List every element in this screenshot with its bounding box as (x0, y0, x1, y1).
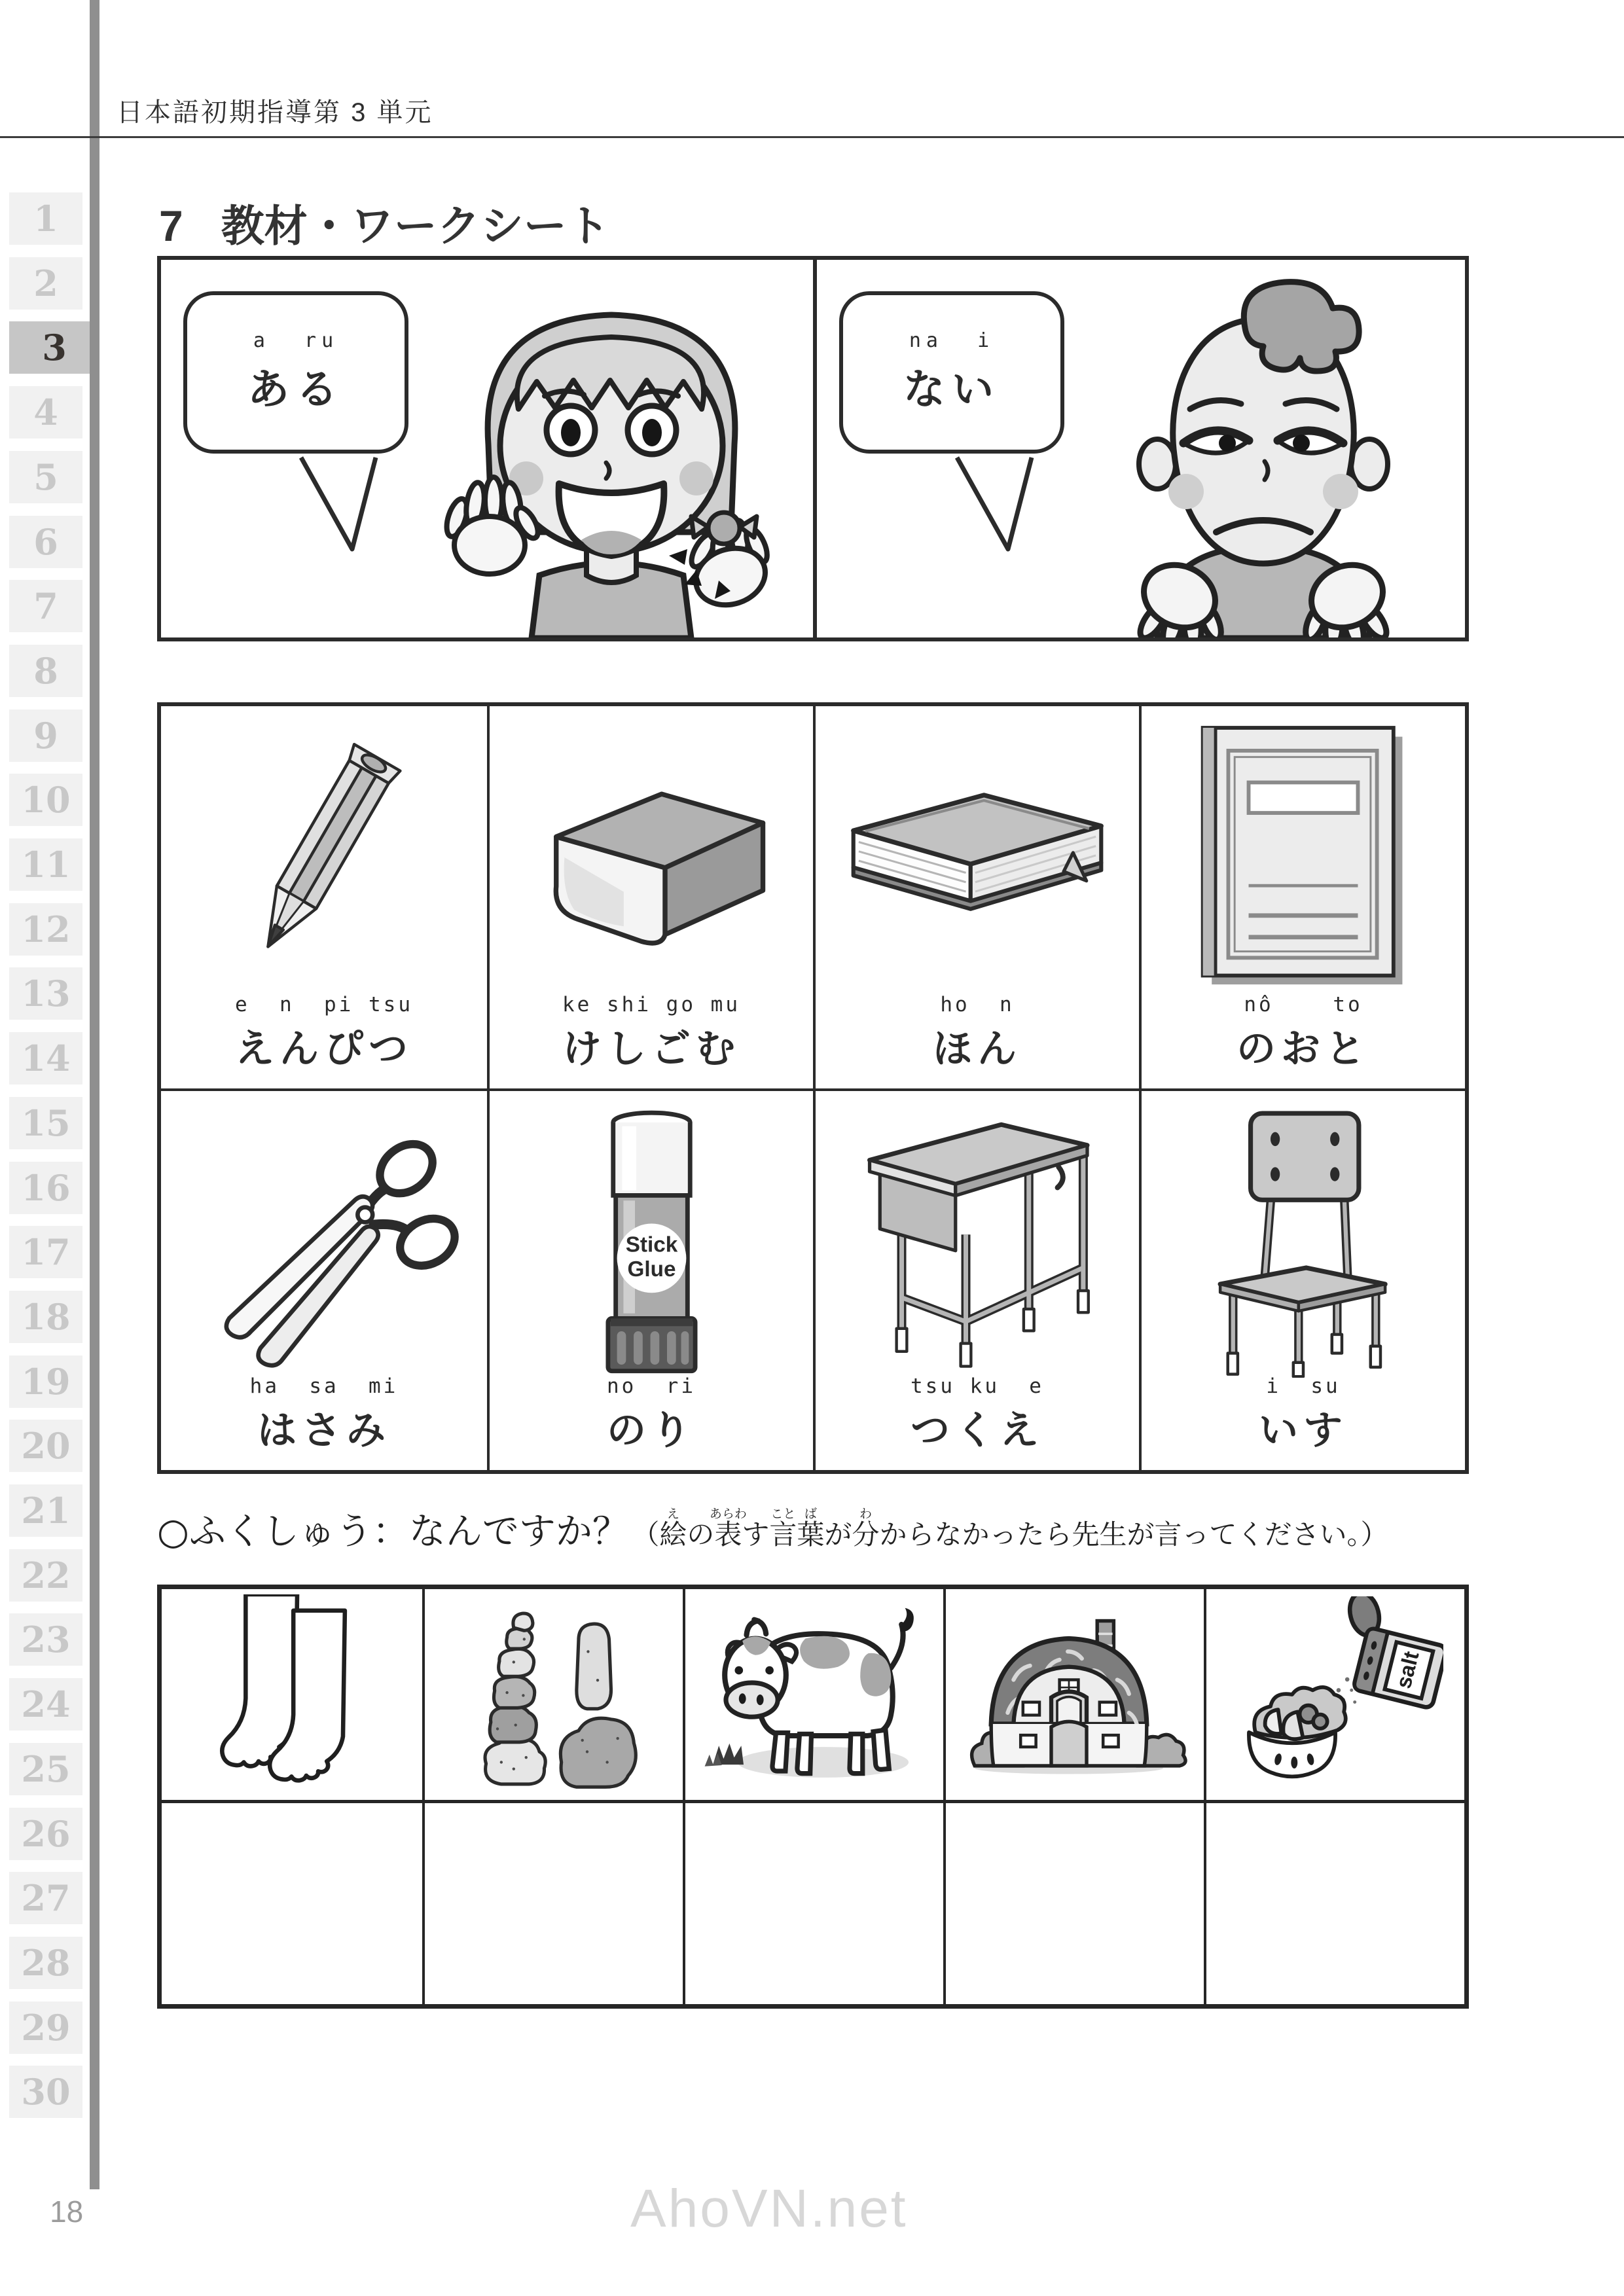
vocab-cell-glue-stick (487, 1088, 813, 1471)
bubble-kana: ない (903, 365, 1000, 414)
stones-illustration (452, 1594, 655, 1795)
salt-illustration (1227, 1596, 1443, 1793)
sidebar-tab-26: 26 (9, 1808, 82, 1860)
review-table (157, 1585, 1469, 2009)
review-note-text: （絵えの表あらわす言こと葉ばが分わからなかったら先生が言ってください。） (632, 1507, 1388, 1551)
vocab-romaji: ho n (940, 992, 1015, 1016)
speech-bubble-nai (839, 291, 1064, 454)
eraser-illustration (520, 753, 782, 962)
sidebar-rail (90, 0, 99, 2189)
section-title: 教材・ワークシート (221, 202, 610, 250)
speech-bubble-tail (952, 456, 1037, 554)
bubble-romaji: na i (909, 329, 995, 352)
vocab-romaji: no ri (607, 1374, 696, 1398)
dialogue-cell-nai (813, 260, 1465, 637)
review-item-cow (683, 1589, 943, 1800)
house-illustration (957, 1597, 1193, 1792)
pencil-illustration (223, 724, 425, 991)
vocab-grid (157, 702, 1469, 1474)
sidebar-tab-4: 4 (9, 386, 82, 439)
sidebar-tab-24: 24 (9, 1678, 82, 1731)
vocab-romaji: ke shi go mu (562, 992, 740, 1016)
vocab-cell-scissors (161, 1088, 487, 1471)
review-item-salt (1204, 1589, 1464, 1800)
watermark: AhoVN.net (630, 2179, 908, 2238)
sidebar-tab-30: 30 (9, 2066, 82, 2118)
answer-cell-3 (683, 1800, 943, 2004)
bubble-kana: ある (247, 365, 344, 414)
sidebar-tab-9: 9 (9, 709, 82, 762)
sidebar-tab-8: 8 (9, 645, 82, 697)
vocab-kana: のり (607, 1408, 696, 1454)
sidebar-tab-3: 3 (9, 321, 99, 374)
bubble-romaji: a ru (253, 329, 339, 352)
sidebar-tab-29: 29 (9, 2001, 82, 2054)
sidebar-tab-21: 21 (9, 1484, 82, 1537)
scissors-illustration (187, 1113, 461, 1368)
vocab-romaji: i su (1266, 1374, 1341, 1398)
dialogue-panel (157, 256, 1469, 641)
vocab-cell-chair (1139, 1088, 1465, 1471)
vocab-romaji: e n pi tsu (235, 992, 413, 1016)
vocab-kana: はさみ (257, 1408, 391, 1454)
feet-illustration (177, 1594, 406, 1795)
review-heading (157, 1503, 1479, 1555)
cow-illustration (696, 1597, 932, 1792)
glue-stick-illustration (575, 1105, 729, 1375)
speech-bubble-tail (296, 456, 381, 554)
vocab-kana: つくえ (911, 1408, 1044, 1454)
sidebar-tab-2: 2 (9, 257, 82, 310)
glue-label-line1: Stick (625, 1232, 677, 1257)
vocab-kana: いす (1259, 1408, 1348, 1454)
answer-cell-4 (943, 1800, 1204, 2004)
book-illustration (833, 766, 1121, 949)
sidebar-tab-13: 13 (9, 967, 82, 1020)
sad-boy-illustration (1080, 268, 1447, 637)
answer-cell-1 (162, 1800, 422, 2004)
page-number: 18 (50, 2195, 84, 2229)
vocab-romaji: tsu ku e (911, 1374, 1044, 1398)
vocab-cell-desk (813, 1088, 1139, 1471)
sidebar-tab-17: 17 (9, 1226, 82, 1278)
sidebar-tab-22: 22 (9, 1549, 82, 1602)
sidebar-tab-19: 19 (9, 1355, 82, 1408)
happy-girl-illustration (428, 268, 795, 637)
sidebar-tab-15: 15 (9, 1097, 82, 1149)
review-item-feet (162, 1589, 422, 1800)
sidebar-tab-10: 10 (9, 774, 82, 826)
review-prompt: ○ふくしゅう：なんですか？ (157, 1511, 629, 1553)
salt-label: salt (1390, 1649, 1424, 1691)
sidebar-tab-27: 27 (9, 1872, 82, 1924)
sidebar-tab-6: 6 (9, 516, 82, 568)
sidebar-tab-11: 11 (9, 838, 82, 891)
vocab-cell-pencil (161, 706, 487, 1088)
header-divider (0, 136, 1624, 138)
vocab-kana: けしごむ (562, 1026, 740, 1072)
sidebar-tab-25: 25 (9, 1743, 82, 1795)
vocab-cell-notebook (1139, 706, 1465, 1088)
sidebar-tab-12: 12 (9, 903, 82, 956)
vocab-kana: えんぴつ (235, 1026, 413, 1072)
vocab-cell-book (813, 706, 1139, 1088)
dialogue-cell-aru (161, 260, 813, 637)
vocab-kana: ほん (933, 1026, 1022, 1072)
sidebar-tab-14: 14 (9, 1032, 82, 1085)
vocab-cell-eraser (487, 706, 813, 1088)
speech-bubble-aru (183, 291, 408, 454)
sidebar-tab-1: 1 (9, 192, 82, 245)
unit-header: 日本語初期指導第 3 単元 (117, 98, 433, 127)
sidebar-tab-20: 20 (9, 1420, 82, 1472)
glue-label-line2: Glue (627, 1257, 676, 1282)
desk-illustration (837, 1103, 1118, 1378)
vocab-kana: のおと (1236, 1026, 1370, 1072)
section-number: 7 (159, 202, 183, 250)
answer-cell-5 (1204, 1800, 1464, 2004)
page-title (159, 191, 610, 253)
chair-illustration (1185, 1103, 1421, 1378)
answer-cell-2 (422, 1800, 683, 2004)
sidebar-tab-18: 18 (9, 1291, 82, 1343)
review-item-house (943, 1589, 1204, 1800)
sidebar-tab-23: 23 (9, 1613, 82, 1666)
sidebar-tab-7: 7 (9, 580, 82, 632)
sidebar-tab-5: 5 (9, 451, 82, 503)
sidebar-tab-28: 28 (9, 1937, 82, 1989)
sidebar-tab-16: 16 (9, 1162, 82, 1214)
vocab-romaji: nô to (1244, 992, 1363, 1016)
review-item-stones (422, 1589, 683, 1800)
notebook-illustration (1195, 724, 1411, 991)
vocab-romaji: ha sa mi (249, 1374, 399, 1398)
